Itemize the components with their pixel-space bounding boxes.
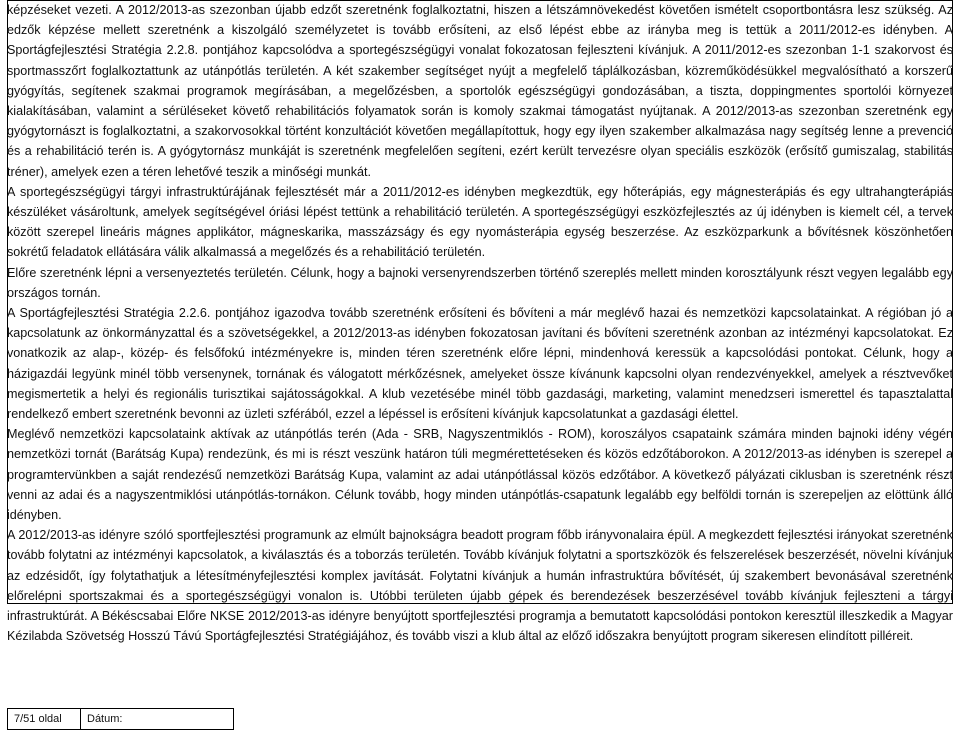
paragraph-program-summary: A 2012/2013-as idényre szóló sportfejlesztési programunk az elmúlt bajnokságra beadott program főbb irányvonalaira épül. A megkezdett fejlesztési irányokat szeretnénk tovább folytatni az intézményi kapcsolatok, a kiválasztás és a toborzás területén. Tovább kívánjuk folytatni a sportszközök és felszerelések beszerzését, növelni kívánjuk az edzésidőt, így folytathatjuk a létesítményfejlesztési komplex javítását. Folytatni kívánjuk a humán infrastruktúra bővítését, új szakembert bevonásával szeretnénk előrelépni sportszakmai és a sportegészségügyi vonalon is. Utóbbi területen újabb gépek és berendezések beszerzésével tovább kívánjuk fejleszteni a tárgyi infrastruktúrát. A Békéscsabai Előre NKSE 2012/2013-as idényre benyújtott sportfejlesztési programja a bemutatott kapcsolódási pontokon keresztül illeszkedik a Magyar Kézilabda Szövetség Hosszú Távú Sportágfejlesztési Stratégiájához, és tovább viszi a klub által az előző időszakra benyújtott program sikeresen elindított pilléreit. bbox=[7, 528, 953, 644]
paragraph-coaching-and-medical-staff: képzéseket vezeti. A 2012/2013-as szezonban újabb edzőt szeretnénk foglalkoztatni, hiszen a létszámnövekedést követően ismételt csoportbontásra lesz szükség. Az edzők képzése mellett szeretnénk a kiszolgáló személyzetet is tovább erősíteni, az első lépést ebbe az irányba meg is tettük a 2011/2012-es idényben. A Sportágfejlesztési Stratégia 2.2.8. pontjához kapcsolódva a sportegészségügyi vonalat fokozatosan fejleszteni kívánjuk. A 2011/2012-es szezonban 1-1 szakorvost és sportmasszőrt foglalkoztattunk az utánpótlás területén. A két szakember segítséget nyújt a megfelelő táplálkozásban, közreműködésükkel megvalósítható a korszerű gyógyítás, segítenek szakmai programok megírásában, a megelőzésben, a sportolók egészségügyi gondozásában, a tiszta, doppingmentes sportolói környezet kialakításában, valamint a sérüléseket követő rehabilitációs folyamatok során is komoly szakmai támogatást nyújtanak. A 2012/2013-as szezonban szeretnénk egy gyógytornászt is foglalkoztatni, a szakorvosokkal történt konzultációt követően megállapítottuk, hogy egy ilyen szakember alkalmazása nagy segítség lenne a prevenció és a rehabilitáció terén is. A gyógytornász munkáját is szeretnénk megfelelően segíteni, ezért került tervezésre olyan speciális eszközök (erősítő gumiszalag, stabilitás tréner), amelyek ezen a téren lehetővé teszik a minőségi munkát. bbox=[7, 3, 953, 179]
document-body bbox=[7, 0, 953, 647]
paragraph-relations: A Sportágfejlesztési Stratégia 2.2.6. pontjához igazodva tovább szeretnénk erősíteni és bővíteni a már meglévő hazai és nemzetközi kapcsolatainkat. A régióban jó a kapcsolatunk az önkormányzattal és a szövetségekkel, a 2012/2013-as idényben fokozatosan javítani és bővíteni szeretnénk azonban az intézményi kapcsolatokat. Ez vonatkozik az alap-, közép- és felsőfokú intézményekre is, minden téren szeretnénk előre lépni, mindenhová keressük a kapcsolódási pontokat. Célunk, hogy a házigazdái legyünk minél több versenynek, tornának és válogatott mérkőzésnek, amelyeket össze kívánunk kapcsolni olyan rendezvényekkel, amelyek a résztvevőket megismertetik a helyi és regionális turisztikai sajátosságokkal. A klub vezetésébe minél több gazdasági, marketing, valamint menedzseri ismerettel és tapasztalattal rendelkező embert szeretnénk bevonni az üzleti szférából, ezzel a lépéssel is erősíteni kívánjuk kapcsolatunkat a gazdasági élettel. bbox=[7, 306, 953, 422]
page-footer bbox=[7, 708, 234, 730]
date-field-label: Dátum: bbox=[81, 709, 234, 730]
paragraph-competitions: Előre szeretnénk lépni a versenyeztetés területén. Célunk, hogy a bajnoki versenyrendszerben történő szereplés mellett minden korosztályunk részt vegyen legalább egy országos tornán. bbox=[7, 265, 953, 300]
paragraph-international-relations: Meglévő nemzetközi kapcsolataink aktívak az utánpótlás terén (Ada - SRB, Nagyszentmiklós - ROM), koroszályos csapataink számára minden bajnoki idény végén nemzetközi tornát (Barátság Kupa) rendezünk, és mi is részt veszünk határon túli megmérettetéseken és közös edzőtáborokon. A 2012/2013-as idényben is szerepel a programtervünkben a saját rendezésű nemzetközi Barátság Kupa, valamint az adai utánpótlással közös edzőtábor. A következő pályázati ciklusban is szeretnénk részt venni az adai és a nagyszentmiklósi utánpótlás-tornákon. Célunk tovább, hogy minden utánpótlás-csapatunk legalább egy belföldi tornán is szerepeljen az elöttünk álló idényben. bbox=[7, 427, 953, 523]
page-number: 7/51 oldal bbox=[8, 709, 81, 730]
paragraph-medical-equipment: A sportegészségügyi tárgyi infrastruktúrájának fejlesztését már a 2011/2012-es idényben megkezdtük, egy hőterápiás, egy mágnesterápiás és egy ultrahangterápiás készüléket vásároltunk, amelyek segítségével óriási lépést tettünk a rehabilitáció területén. A sportegészségügyi eszközfejlesztés az új idényben is kiemelt cél, a tervek között szerepel lineáris mágnes applikátor, mágneskarika, masszázságy és egy nyomásterápia egység beszerzése. Az eszközparkunk a bővítésnek köszönhetően sokrétű feladatok ellátására válik alkalmassá a megelőzés és a rehabilitáció területén. bbox=[7, 184, 953, 260]
